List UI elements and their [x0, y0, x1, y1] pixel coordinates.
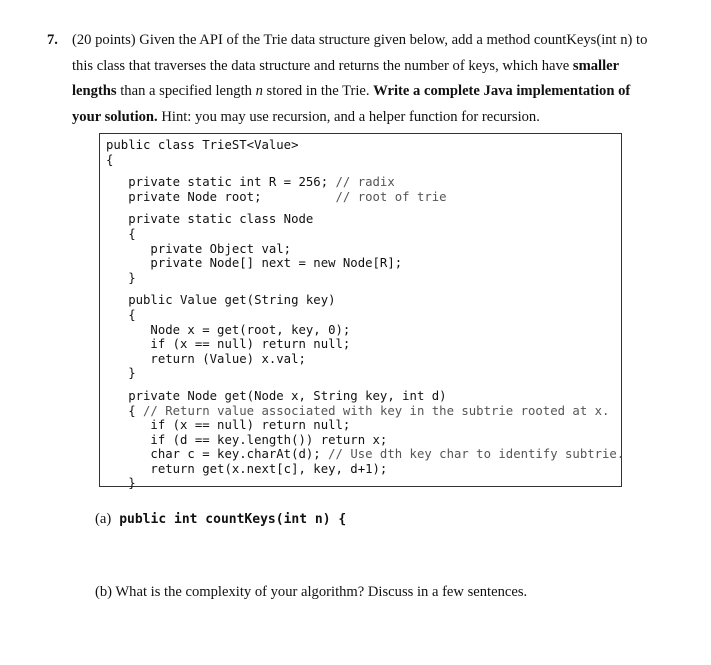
question-hint: Hint: you may use recursion, and a helper function for recursion. — [157, 108, 540, 125]
code-line: public class TrieST<Value> — [106, 138, 299, 152]
code-line: private Node get(Node x, String key, int d) — [106, 388, 447, 403]
code-line: private Object val; — [106, 241, 292, 256]
code-line: private Node root; — [106, 189, 336, 204]
code-line: { — [106, 226, 136, 241]
code-line: if (x == null) return null; — [106, 337, 351, 352]
code-line: { — [106, 307, 136, 322]
code-line: return get(x.next[c], key, d+1); — [106, 461, 388, 476]
question-n-italic: n — [255, 83, 263, 99]
question-text-1: Given the API of the Trie data structure given below, add a method countKeys(int n) to this class that traverses the data structure and returns the number of keys, which have — [72, 32, 648, 74]
question-points: (20 points) — [72, 32, 136, 48]
code-comment: // Use dth key char to identify subtrie. — [328, 447, 625, 462]
code-line: } — [106, 366, 136, 381]
code-listing-box — [99, 133, 625, 491]
code-line: return (Value) x.val; — [106, 351, 306, 366]
question-text-3: stored in the Trie. — [262, 83, 374, 99]
question-7 — [47, 28, 657, 130]
code-line: { — [106, 403, 144, 418]
code-line: public Value get(String key) — [106, 293, 336, 308]
part-b: (b) What is the complexity of your algorithm? Discuss in a few sentences. — [95, 584, 528, 600]
question-text-2: than a specified length — [116, 83, 256, 99]
question-bold-instruction: Write a complete Java implementation of your solution. — [72, 83, 631, 125]
part-a — [95, 511, 346, 528]
code-line: { — [106, 152, 114, 167]
code-line: } — [106, 476, 136, 491]
code-comment: // radix — [335, 175, 395, 190]
part-a-label: (a) — [95, 511, 112, 527]
code-comment: // Return value associated with key in the subtrie rooted at x. — [143, 403, 610, 418]
question-number: 7. — [47, 32, 58, 48]
question-bold-smaller-lengths: smaller lengths — [72, 57, 619, 99]
code-line: } — [106, 270, 136, 285]
code-line: private static class Node — [106, 212, 314, 227]
code-line: Node x = get(root, key, 0); — [106, 322, 351, 337]
code-line: private Node[] next = new Node[R]; — [106, 256, 403, 271]
code-comment: // root of trie — [335, 189, 447, 204]
code-line: private static int R = 256; — [106, 175, 336, 190]
code-line: if (d == key.length()) return x; — [106, 432, 388, 447]
code-line: char c = key.charAt(d); — [106, 447, 329, 462]
code-line: if (x == null) return null; — [106, 418, 351, 433]
part-a-signature: public int countKeys(int n) { — [119, 512, 347, 527]
code-listing — [106, 138, 624, 491]
question-text — [72, 28, 657, 130]
